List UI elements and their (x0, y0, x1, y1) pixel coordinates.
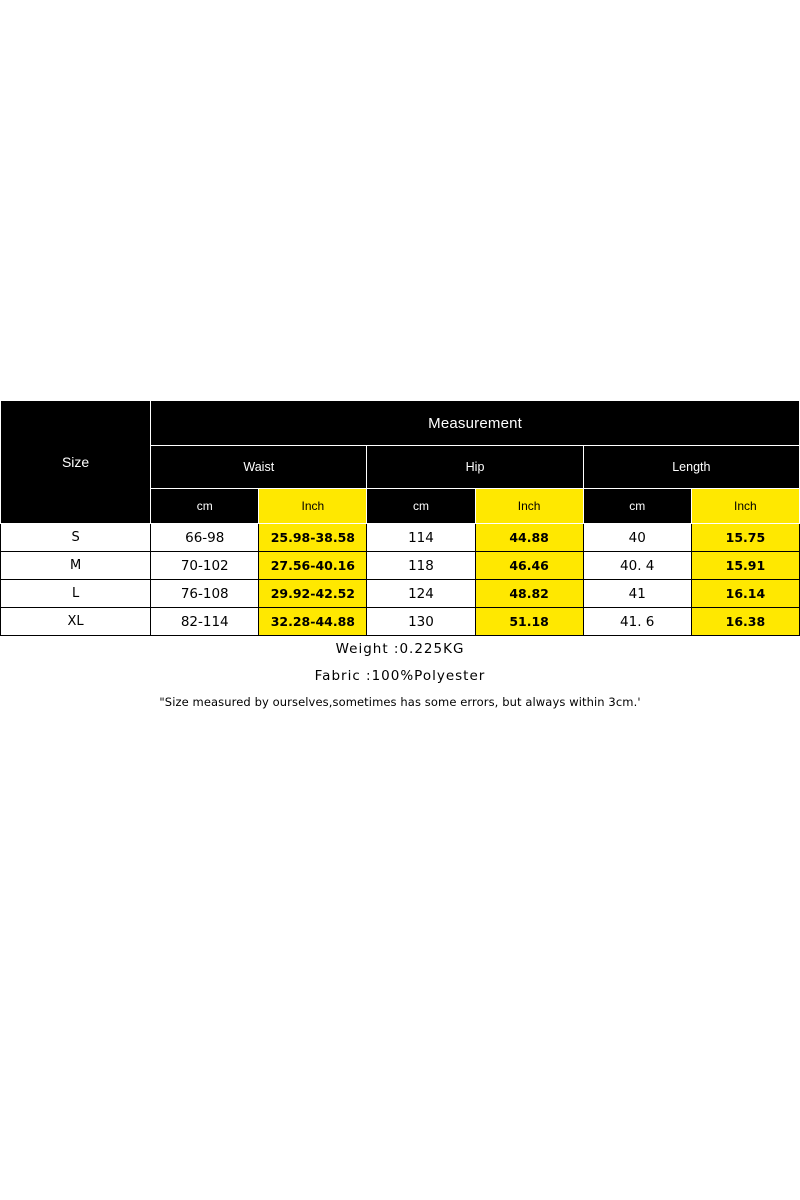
header-group-length: Length (583, 446, 799, 489)
row-waist-cm: 76-108 (151, 580, 259, 608)
header-measurement-label: Measurement (151, 401, 800, 446)
row-length-cm: 41 (583, 580, 691, 608)
header-unit-hip-inch: Inch (475, 489, 583, 524)
footer-row-blank (1, 715, 800, 738)
row-waist-inch: 29.92-42.52 (259, 580, 367, 608)
header-unit-waist-inch: Inch (259, 489, 367, 524)
size-chart-table (0, 400, 800, 738)
row-length-inch: 16.14 (691, 580, 799, 608)
measurement-note: "Size measured by ourselves,sometimes has some errors, but always within 3cm.' (1, 690, 800, 715)
row-hip-inch: 46.46 (475, 552, 583, 580)
row-hip-cm: 114 (367, 524, 475, 552)
header-unit-length-inch: Inch (691, 489, 799, 524)
row-hip-cm: 118 (367, 552, 475, 580)
table-row (1, 580, 800, 608)
weight-label: Weight :0.225KG (1, 636, 800, 663)
row-length-inch: 15.91 (691, 552, 799, 580)
row-length-cm: 41. 6 (583, 608, 691, 636)
row-length-inch: 16.38 (691, 608, 799, 636)
row-size: M (1, 552, 151, 580)
header-unit-hip-cm: cm (367, 489, 475, 524)
row-waist-cm: 66-98 (151, 524, 259, 552)
footer-row-fabric (1, 663, 800, 690)
row-size: S (1, 524, 151, 552)
row-size: L (1, 580, 151, 608)
row-length-cm: 40. 4 (583, 552, 691, 580)
header-unit-waist-cm: cm (151, 489, 259, 524)
row-length-cm: 40 (583, 524, 691, 552)
row-hip-inch: 51.18 (475, 608, 583, 636)
row-waist-cm: 70-102 (151, 552, 259, 580)
header-row-measurement (1, 401, 800, 446)
footer-row-weight (1, 636, 800, 663)
row-waist-inch: 32.28-44.88 (259, 608, 367, 636)
header-group-waist: Waist (151, 446, 367, 489)
row-waist-cm: 82-114 (151, 608, 259, 636)
row-waist-inch: 27.56-40.16 (259, 552, 367, 580)
row-length-inch: 15.75 (691, 524, 799, 552)
table-row (1, 608, 800, 636)
row-hip-inch: 44.88 (475, 524, 583, 552)
header-unit-length-cm: cm (583, 489, 691, 524)
footer-row-note (1, 690, 800, 715)
size-chart-container (0, 400, 800, 738)
fabric-label: Fabric :100%Polyester (1, 663, 800, 690)
row-size: XL (1, 608, 151, 636)
table-row (1, 524, 800, 552)
header-group-hip: Hip (367, 446, 583, 489)
blank-row (1, 715, 800, 738)
row-waist-inch: 25.98-38.58 (259, 524, 367, 552)
header-size-label: Size (1, 401, 151, 524)
table-row (1, 552, 800, 580)
row-hip-cm: 130 (367, 608, 475, 636)
row-hip-cm: 124 (367, 580, 475, 608)
row-hip-inch: 48.82 (475, 580, 583, 608)
